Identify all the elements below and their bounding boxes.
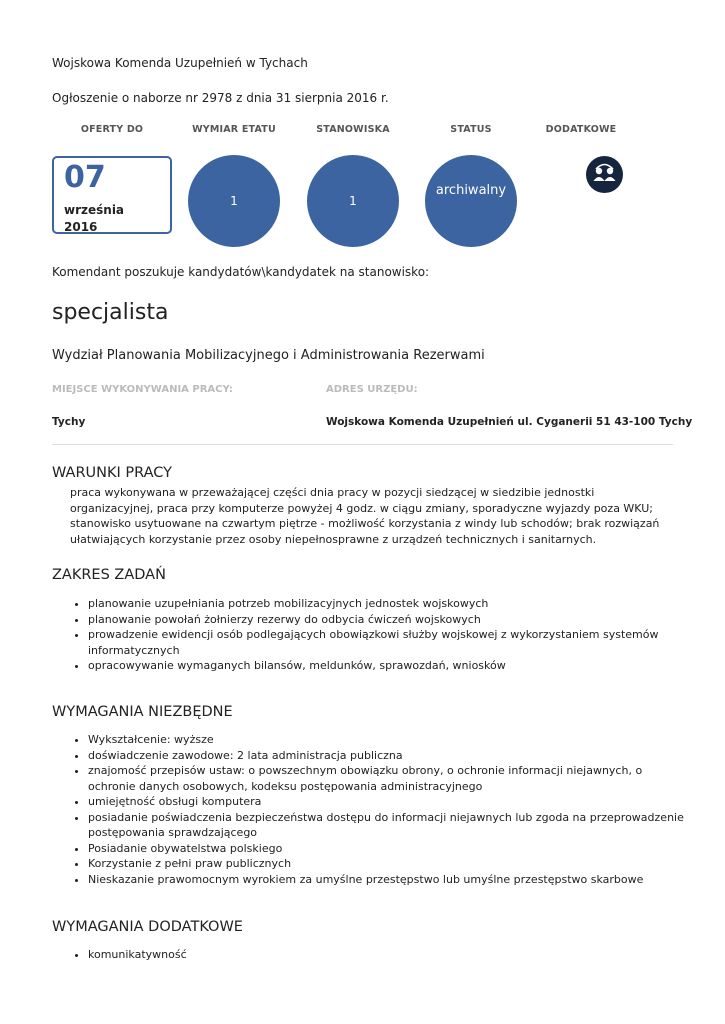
label-additional: DODATKOWE (545, 124, 617, 135)
list-item: • komunikatywność (88, 947, 688, 963)
additional-heading: WYMAGANIA DODATKOWE (52, 919, 243, 935)
positions-circle (307, 155, 399, 247)
list-item: • Wykształcenie: wyższe (88, 732, 688, 748)
conditions-text: praca wykonywana w przeważającej części dnia pracy w pozycji siedzącej w siedzibie jednostki organizacyjnej, praca przy komputerze powyżej 4 godz. w ciągu zmiany, sporadyczne wyjazdy poza WKU; stanowisko usytuowane na czwartym piętrze - możliwość korzystania z windy lub schodów; brak rozwiązań ułatwiających korzystanie przez osoby niepełnosprawne z urządzeń technicznych i sanitarnych. (70, 486, 660, 546)
conditions-heading: WARUNKI PRACY (52, 465, 173, 481)
employment-value: 1 (230, 194, 238, 208)
status-value: archiwalny (435, 183, 507, 198)
announcement-title: Ogłoszenie o naborze nr 2978 z dnia 31 sierpnia 2016 r. (52, 91, 389, 105)
list-item: • Posiadanie obywatelstwa polskiego (88, 841, 688, 857)
label-status: STATUS (450, 124, 492, 135)
list-item: • znajomość przepisów ustaw: o powszechnym obowiązku obrony, o ochronie informacji niejawnych, o ochronie danych osobowych, kodeksu postępowania administracyjnego (88, 763, 688, 794)
list-item: • umiejętność obsługi komputera (88, 794, 688, 810)
label-employment: WYMIAR ETATU (192, 124, 276, 135)
workplace-label: MIEJSCE WYKONYWANIA PRACY: (52, 384, 233, 395)
label-offers-until: OFERTY DO (80, 124, 144, 135)
deadline-year: 2016 (64, 220, 98, 234)
list-item: • opracowywanie wymaganych bilansów, meldunków, sprawozdań, wniosków (88, 658, 688, 674)
list-item: • prowadzenie ewidencji osób podlegających obowiązkowi służby wojskowej z wykorzystaniem systemów informatycznych (88, 627, 688, 658)
list-item: • doświadczenie zawodowe: 2 lata administracja publiczna (88, 748, 688, 764)
label-positions: STANOWISKA (316, 124, 390, 135)
position-title: specjalista (52, 300, 169, 325)
divider (52, 444, 673, 445)
people-icon (586, 156, 623, 193)
recruitment-intro: Komendant poszukuje kandydatów\kandydatek na stanowisko: (52, 265, 430, 279)
list-item: • planowanie uzupełniania potrzeb mobilizacyjnych jednostek wojskowych (88, 596, 688, 612)
list-item: • Nieskazanie prawomocnym wyrokiem za umyślne przestępstwo lub umyślne przestępstwo skarbowe (88, 872, 688, 888)
tasks-heading: ZAKRES ZADAŃ (52, 567, 166, 583)
status-circle (425, 155, 517, 247)
additional-list (52, 947, 688, 963)
required-list (52, 732, 688, 887)
deadline-day: 07 (64, 160, 106, 195)
required-heading: WYMAGANIA NIEZBĘDNE (52, 704, 233, 720)
address-label: ADRES URZĘDU: (326, 384, 418, 395)
workplace-value: Tychy (52, 416, 86, 428)
deadline-month: września (64, 203, 125, 217)
address-value: Wojskowa Komenda Uzupełnień ul. Cyganerii 51 43-100 Tychy (326, 416, 693, 428)
organization-name: Wojskowa Komenda Uzupełnień w Tychach (52, 56, 308, 70)
list-item: • posiadanie poświadczenia bezpieczeństwa dostępu do informacji niejawnych lub zgoda na przeprowadzenie postępowania sprawdzającego (88, 810, 688, 841)
tasks-list (52, 596, 688, 674)
deadline-date-box (52, 156, 172, 234)
list-item: • Korzystanie z pełni praw publicznych (88, 856, 688, 872)
list-item: • planowanie powołań żołnierzy rezerwy do odbycia ćwiczeń wojskowych (88, 612, 688, 628)
positions-value: 1 (349, 194, 357, 208)
department-name: Wydział Planowania Mobilizacyjnego i Administrowania Rezerwami (52, 348, 485, 363)
employment-circle (188, 155, 280, 247)
